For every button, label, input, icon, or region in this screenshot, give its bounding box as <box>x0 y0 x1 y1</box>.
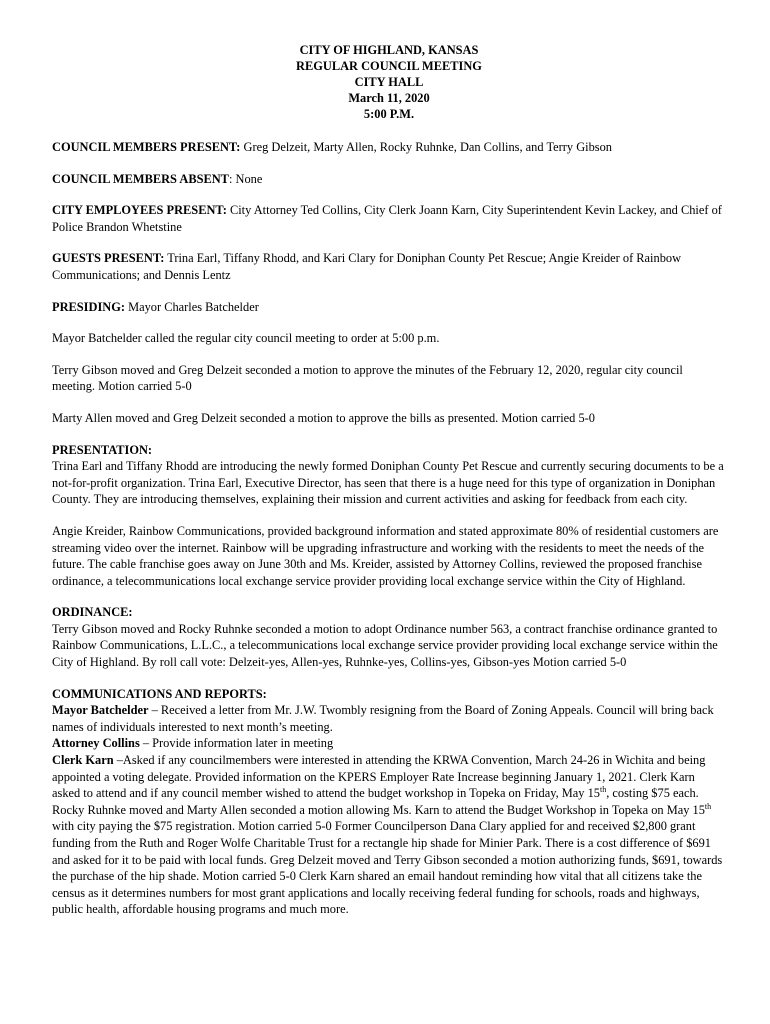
clerk-report-label: Clerk Karn <box>52 753 114 768</box>
guests-present-label: GUESTS PRESENT: <box>52 251 165 266</box>
communications-title: COMMUNICATIONS AND REPORTS: <box>52 686 267 701</box>
attorney-report-label: Attorney Collins <box>52 736 140 751</box>
guests-present-text: Trina Earl, Tiffany Rhodd, and Kari Clary for Doniphan County Pet Rescue; Angie Kreider of Rainbow Communications; and Dennis Lentz <box>52 251 682 282</box>
clerk-report-sup-1: th <box>599 785 607 795</box>
ordinance-title: ORDINANCE: <box>52 605 133 620</box>
presiding <box>52 299 726 316</box>
approve-minutes-motion: Terry Gibson moved and Greg Delzeit seconded a motion to approve the minutes of the February 12, 2020, regular city council meeting. Motion carried 5-0 <box>52 362 683 394</box>
employees-present <box>52 202 726 235</box>
council-absent <box>52 171 726 188</box>
presiding-text: Mayor Charles Batchelder <box>124 299 259 314</box>
clerk-report-sup-2: th <box>704 801 712 811</box>
council-present-text: Greg Delzeit, Marty Allen, Rocky Ruhnke, Dan Collins, and Terry Gibson <box>240 140 612 154</box>
presentation-title: PRESENTATION: <box>52 442 153 457</box>
clerk-report-text-1: –Asked if any councilmembers were interested in attending the KRWA Convention, March 24-26 in Wichita and being appointed a voting delegate. Provided information on the KPERS Employer Rate Increase beginning January 1, 2021. Clerk Karn asked to attend and if any council member wished to attend the budget workshop in Topeka on Friday, May 15 <box>52 753 706 801</box>
guests-present <box>52 250 726 283</box>
council-present <box>52 139 726 156</box>
header-city: CITY OF HIGHLAND, KANSAS <box>299 43 479 57</box>
document-header <box>52 42 726 122</box>
presiding-label: PRESIDING: <box>52 299 125 314</box>
presentation-section <box>52 442 726 508</box>
communications-section <box>52 686 726 918</box>
approve-bills-motion: Marty Allen moved and Greg Delzeit seconded a motion to approve the bills as presented. Motion carried 5-0 <box>52 410 595 425</box>
call-to-order: Mayor Batchelder called the regular city council meeting to order at 5:00 p.m. <box>52 331 440 346</box>
ordinance-section <box>52 604 726 670</box>
council-absent-label: COUNCIL MEMBERS ABSENT <box>52 171 229 186</box>
presentation-para-2: Angie Kreider, Rainbow Communications, provided background information and stated approximate 80% of residential customers are streaming video over the internet. Rainbow will be upgrading infrastructure and working with the residents to meet the needs of the future. The cable franchise goes away on June 30th and Ms. Kreider, assisted by Attorney Collins, reviewed the proposed franchise ordinance, a telecommunications local exchange service provider providing local exchange service within the City of Highland. <box>52 523 719 588</box>
mayor-report-label: Mayor Batchelder <box>52 703 149 718</box>
header-date: March 11, 2020 <box>348 91 430 105</box>
ordinance-text: Terry Gibson moved and Rocky Ruhnke seconded a motion to adopt Ordinance number 563, a contract franchise ordinance granted to Rainbow Communications, L.L.C., a telecommunications local exchange service provider providing local exchange service within the City of Highland. By roll call vote: Delzeit-yes, Allen-yes, Ruhnke-yes, Collins-yes, Gibson-yes Motion carried 5-0 <box>52 621 718 670</box>
document-page <box>52 42 726 918</box>
clerk-report-text-2: , costing $75 each. Rocky Ruhnke moved and Marty Allen seconded a motion allowing Ms. Karn to attend the Budget Workshop in Topeka on May 15 <box>52 786 705 817</box>
header-time: 5:00 P.M. <box>363 107 415 121</box>
mayor-report <box>52 702 726 735</box>
attorney-report <box>52 735 726 752</box>
presentation-para-1: Trina Earl and Tiffany Rhodd are introducing the newly formed Doniphan County Pet Rescue and currently securing documents to be a not-for-profit organization. Trina Earl, Executive Director, has seen that there is a huge need for this type of organization in Doniphan County. They are introducing themselves, explaining their mission and current activities and asking for feedback from each city. <box>52 459 724 507</box>
council-present-label: COUNCIL MEMBERS PRESENT: <box>52 140 241 154</box>
clerk-report <box>52 752 726 918</box>
council-absent-text: : None <box>228 171 263 186</box>
employees-present-text: City Attorney Ted Collins, City Clerk Joann Karn, City Superintendent Kevin Lackey, and Chief of Police Brandon Whetstine <box>52 203 722 234</box>
header-meeting-type: REGULAR COUNCIL MEETING <box>296 59 482 73</box>
employees-present-label: CITY EMPLOYEES PRESENT: <box>52 203 227 218</box>
attorney-report-text: – Provide information later in meeting <box>139 736 334 751</box>
clerk-report-text-3: with city paying the $75 registration. Motion carried 5-0 Former Councilperson Dana Clary applied for and received $2,800 grant funding from the Ruth and Roger Wolfe Charitable Trust for a rectangle hip shade for Minier Park. There is a cost difference of $691 and asked for it to be paid with local funds. Greg Delzeit moved and Terry Gibson seconded a motion authorizing funds, $691, towards the purchase of the hip shade. Motion carried 5-0 Clerk Karn shared an email handout reminding how vital that all citizens take the census as it determines numbers for most grant applications and locally receiving federal funding for schools, roads and highways, public health, affordable housing programs and much more. <box>52 819 723 917</box>
header-location: CITY HALL <box>354 75 424 89</box>
mayor-report-text: – Received a letter from Mr. J.W. Twombly resigning from the Board of Zoning Appeals. Council will bring back names of individuals interested to next month’s meeting. <box>52 703 714 734</box>
